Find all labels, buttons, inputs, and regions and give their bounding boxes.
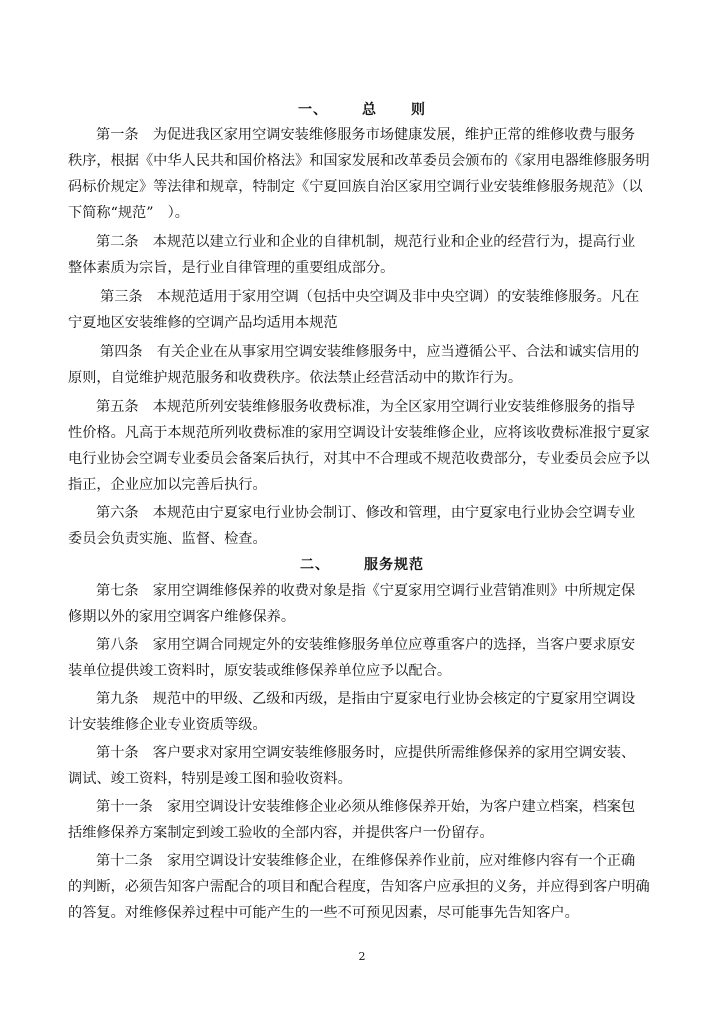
article-9-line-2: 计安装维修企业专业资质等级。: [68, 717, 267, 733]
article-7-line-1: 第七条 家用空调维修保养的收费对象是指《宁夏家用空调行业营销准则》中所规定保: [96, 583, 636, 599]
article-6-line-1: 第六条 本规范由宁夏家电行业协会制订、修改和管理，由宁夏家电行业协会空调专业: [96, 505, 636, 521]
article-5-line-2: 性价格。凡高于本规范所列收费标准的家用空调设计安装维修企业，应将该收费标准报宁夏家: [68, 425, 650, 441]
article-4-line-2: 原则，自觉维护规范服务和收费秩序。依法禁止经营活动中的欺诈行为。: [68, 370, 523, 386]
section-title-part-2: 则: [411, 102, 426, 118]
article-12-line-2: 的判断，必须告知客户需配合的项目和配合程度，告知客户应承担的义务，并应得到客户明确: [68, 879, 650, 895]
article-8-line-1: 第八条 家用空调合同规定外的安装维修服务单位应尊重客户的选择，当客户要求原安: [96, 637, 636, 653]
article-5-line-3: 电行业协会空调专业委员会备案后执行，对其中不合理或不规范收费部分，专业委员会应予以: [68, 451, 650, 467]
article-11-line-2: 括维修保养方案制定到竣工验收的全部内容，并提供客户一份留存。: [68, 825, 494, 841]
article-4-line-1: 第四条 有关企业在从事家用空调安装维修服务中，应当遵循公平、合法和诚实信用的: [100, 344, 640, 360]
article-10-line-1: 第十条 客户要求对家用空调安装维修服务时，应提供所需维修保养的家用空调安装、: [96, 745, 636, 761]
article-8-line-2: 装单位提供竣工资料时，原安装或维修保养单位应予以配合。: [68, 663, 452, 679]
section-title-part-1: 总: [362, 102, 377, 118]
article-2-line-2: 整体素质为宗旨，是行业自律管理的重要组成部分。: [68, 260, 395, 276]
article-12-line-1: 第十二条 家用空调设计安装维修企业，在维修保养作业前，应对维修内容有一个正确: [96, 853, 636, 869]
article-7-line-2: 修期以外的家用空调客户维修保养。: [68, 609, 296, 625]
article-12-line-3: 的答复。对维修保养过程中可能产生的一些不可预见因素，尽可能事先告知客户。: [68, 905, 579, 921]
article-3-line-1: 第三条 本规范适用于家用空调（包括中央空调及非中央空调）的安装维修服务。凡在: [100, 289, 640, 305]
article-5-line-4: 指正，企业应加以完善后执行。: [68, 477, 267, 493]
article-1-line-3: 码标价规定》等法律和规章，特制定《宁夏回族自治区家用空调行业安装维修服务规范》（以: [68, 179, 643, 195]
article-10-line-2: 调试、竣工资料，特别是竣工图和验收资料。: [68, 771, 352, 787]
article-5-line-1: 第五条 本规范所列安装维修服务收费标准，为全区家用空调行业安装维修服务的指导: [96, 399, 636, 415]
section-heading-service-rules: [0, 555, 724, 575]
article-2-line-1: 第二条 本规范以建立行业和企业的自律机制，规范行业和企业的经营行为，提高行业: [96, 234, 636, 250]
article-11-line-1: 第十一条 家用空调设计安装维修企业必须从维修保养开始，为客户建立档案，档案包: [96, 799, 636, 815]
article-1-line-2: 秩序，根据《中华人民共和国价格法》和国家发展和改革委员会颁布的《家用电器维修服务明: [68, 153, 650, 169]
section-heading-general: [0, 100, 724, 120]
section-title: 服务规范: [364, 557, 424, 573]
section-number: 二、: [300, 557, 330, 573]
article-6-line-2: 委员会负责实施、监督、检查。: [68, 531, 267, 547]
article-3-line-2: 宁夏地区安装维修的空调产品均适用本规范: [68, 315, 338, 331]
article-9-line-1: 第九条 规范中的甲级、乙级和丙级，是指由宁夏家电行业协会核定的宁夏家用空调设: [96, 691, 636, 707]
page-number: 2: [358, 950, 366, 963]
article-1-line-4: 下简称“规范” ）。: [68, 205, 189, 221]
article-1-line-1: 第一条 为促进我区家用空调安装维修服务市场健康发展，维护正常的维修收费与服务: [96, 127, 636, 143]
section-number: 一、: [298, 102, 328, 118]
